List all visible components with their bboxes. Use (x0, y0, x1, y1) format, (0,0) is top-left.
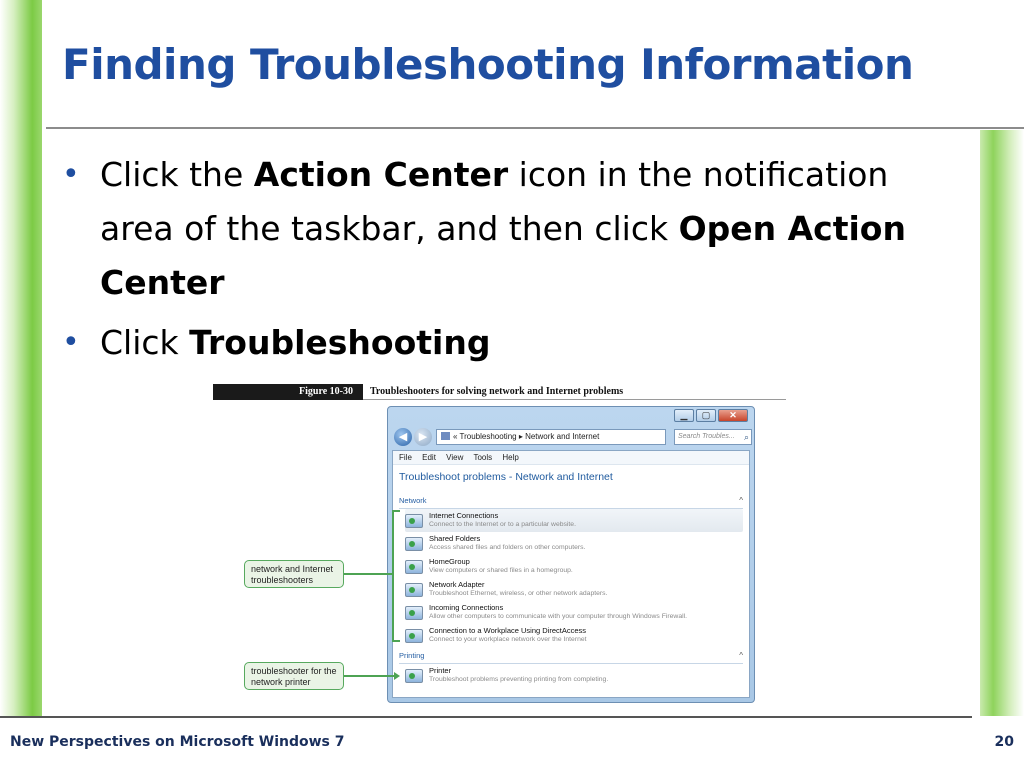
troubleshooter-shared-folders[interactable] (405, 532, 743, 555)
page-heading: Troubleshoot problems - Network and Internet (399, 471, 613, 483)
callout-printer-troubleshooter (244, 662, 344, 690)
window-controls (674, 409, 748, 422)
left-decorative-bar (0, 0, 46, 716)
forward-arrow-icon[interactable]: ▶ (414, 428, 432, 446)
item-title[interactable]: HomeGroup (429, 557, 470, 566)
address-row (392, 427, 750, 447)
callout-text: network and Internet troubleshooters (251, 564, 334, 585)
printer-icon (405, 669, 423, 683)
menu-edit[interactable]: Edit (422, 453, 436, 462)
menu-help[interactable]: Help (502, 453, 519, 462)
callout-bracket (392, 510, 400, 642)
figure-caption: Troubleshooters for solving network and Internet problems (370, 386, 624, 397)
item-description: Connect to the Internet or to a particular website. (429, 521, 576, 528)
slide-title: Finding Troubleshooting Information (62, 40, 914, 89)
right-decorative-bar (980, 130, 1024, 716)
address-bar[interactable] (436, 429, 666, 445)
bullet-text: icon in the notification area of the taskbar, and then click (100, 155, 889, 248)
chevron-up-icon[interactable]: ^ (739, 651, 743, 660)
section-header-printing[interactable] (399, 650, 743, 664)
item-title[interactable]: Shared Folders (429, 534, 481, 543)
item-title[interactable]: Network Adapter (429, 580, 485, 589)
network-adapter-icon (405, 583, 423, 597)
item-description: Troubleshoot Ethernet, wireless, or other network adapters. (429, 590, 608, 597)
homegroup-icon (405, 560, 423, 574)
item-title[interactable]: Printer (429, 666, 452, 675)
address-text: « Troubleshooting ▸ Network and Internet (453, 432, 600, 441)
callout-network-troubleshooters (244, 560, 344, 588)
section-title: Printing (399, 651, 425, 660)
troubleshooter-directaccess[interactable] (405, 624, 743, 647)
close-button[interactable]: ✕ (718, 409, 748, 422)
callout-connector (344, 573, 392, 575)
bullet-list (62, 148, 962, 370)
directaccess-icon (405, 629, 423, 643)
menu-file[interactable]: File (399, 453, 412, 462)
bullet-bold-text: Action Center (253, 155, 509, 194)
callout-text: troubleshooter for the network printer (251, 666, 337, 687)
troubleshooter-incoming-connections[interactable] (405, 601, 743, 624)
incoming-connections-icon (405, 606, 423, 620)
bullet-bold-text: Open Action Center (100, 209, 906, 302)
title-divider (46, 127, 1024, 129)
figure-header (213, 384, 786, 400)
page-number: 20 (994, 734, 1014, 750)
search-icon: ⌕ (743, 432, 749, 442)
item-description: Access shared files and folders on other computers. (429, 544, 586, 551)
section-header-network[interactable] (399, 495, 743, 509)
bullet-text: Click the (100, 155, 254, 194)
bullet-item (62, 316, 962, 370)
callout-connector (344, 675, 394, 677)
back-arrow-icon[interactable]: ◀ (394, 428, 412, 446)
search-placeholder: Search Troubles... (678, 433, 735, 440)
menu-tools[interactable]: Tools (473, 453, 493, 462)
footer-divider (0, 716, 972, 718)
bullet-dot-icon: • (62, 325, 80, 360)
item-title[interactable]: Connection to a Workplace Using DirectAccess (429, 626, 587, 635)
minimize-button[interactable]: ▁ (674, 409, 694, 422)
item-description: View computers or shared files in a homegroup. (429, 567, 573, 574)
control-panel-icon (441, 432, 450, 440)
shared-folders-icon (405, 537, 423, 551)
troubleshooter-internet-connections[interactable] (405, 509, 743, 532)
internet-connections-icon (405, 514, 423, 528)
callout-arrow-icon (394, 672, 400, 680)
footer-text: New Perspectives on Microsoft Windows 7 (10, 734, 345, 750)
figure-label: Figure 10-30 (213, 384, 363, 400)
bullet-bold-text: Troubleshooting (189, 323, 491, 362)
chevron-up-icon[interactable]: ^ (739, 496, 743, 505)
troubleshooting-window (387, 406, 755, 703)
search-input[interactable] (674, 429, 752, 445)
item-description: Connect to your workplace network over the Internet (429, 636, 587, 643)
bullet-text: Click (100, 323, 190, 362)
maximize-button[interactable]: ▢ (696, 409, 716, 422)
menu-view[interactable]: View (446, 453, 464, 462)
menu-bar (393, 451, 749, 465)
item-description: Troubleshoot problems preventing printing from completing. (429, 676, 609, 683)
bullet-dot-icon: • (62, 157, 80, 192)
troubleshooter-homegroup[interactable] (405, 555, 743, 578)
item-title[interactable]: Incoming Connections (429, 603, 504, 612)
troubleshooter-network-adapter[interactable] (405, 578, 743, 601)
section-title: Network (399, 496, 427, 505)
bullet-item (62, 148, 962, 310)
item-description: Allow other computers to communicate with your computer through Windows Firewall. (429, 613, 688, 620)
item-title[interactable]: Internet Connections (429, 511, 499, 520)
troubleshooter-printer[interactable] (405, 664, 743, 687)
window-content (392, 450, 750, 698)
